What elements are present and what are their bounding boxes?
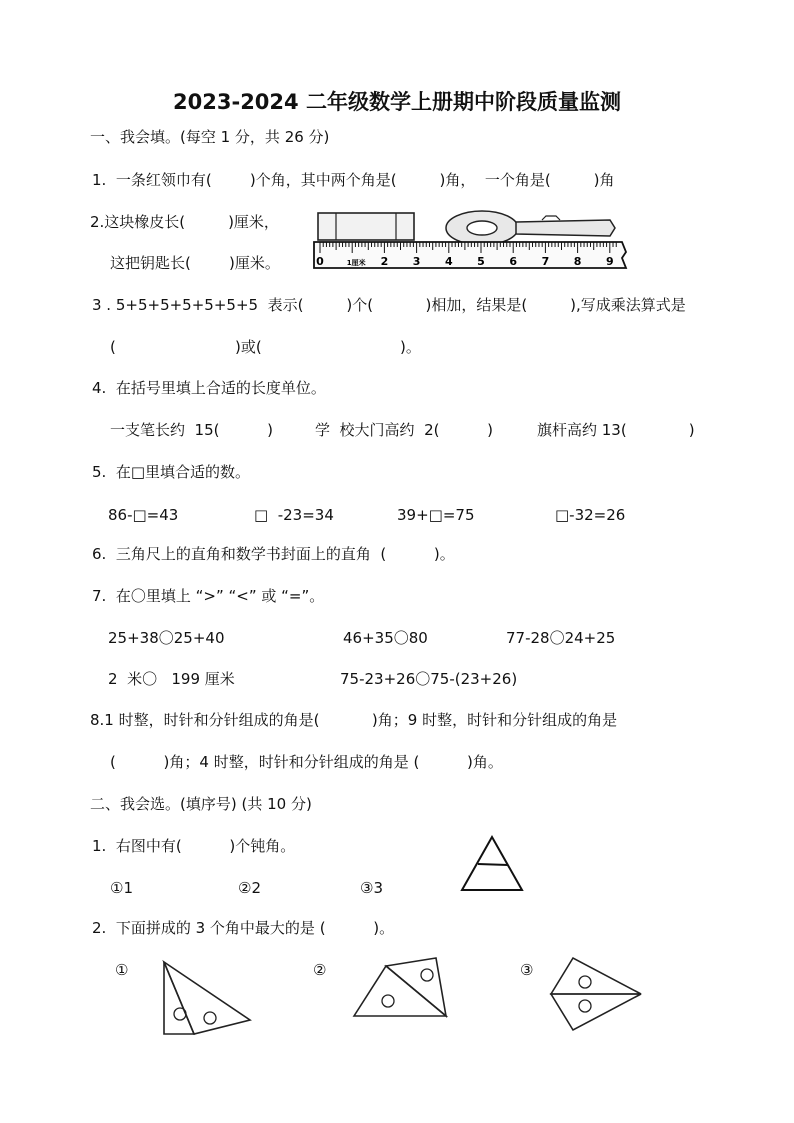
question-1-7-row1-c: 77-28〇24+25 bbox=[506, 629, 616, 647]
ruler-tick-label: 7 bbox=[541, 255, 550, 268]
question-1-5-item-d: □-32=26 bbox=[555, 506, 626, 524]
question-2-1-option-3: ③3 bbox=[360, 879, 383, 897]
angle-figure-1 bbox=[158, 958, 258, 1038]
ruler-tick-label: 6 bbox=[509, 255, 518, 268]
ruler-tick-label: 8 bbox=[573, 255, 582, 268]
question-1-5-item-a: 86-□=43 bbox=[108, 506, 179, 524]
angle-figure-2 bbox=[350, 956, 455, 1022]
question-1-5-item-c: 39+□=75 bbox=[397, 506, 475, 524]
ruler-tick-label: 3 bbox=[412, 255, 421, 268]
question-1-7-row2-a: 2 米〇 199 厘米 bbox=[108, 670, 235, 688]
question-1-4-item-pen: 一支笔长约 15( ) bbox=[110, 421, 274, 439]
angle-figure-3 bbox=[547, 956, 647, 1034]
question-1-5: 5. 在□里填合适的数。 bbox=[92, 463, 251, 481]
question-1-4-item-gate: 学 校大门高约 2( ) bbox=[315, 421, 494, 439]
question-2-2-label-1: ① bbox=[115, 961, 129, 979]
question-2-1-option-2: ②2 bbox=[238, 879, 261, 897]
section-2-heading: 二、我会选。(填序号) (共 10 分) bbox=[90, 795, 312, 813]
ruler-tick-label: 1厘米 bbox=[346, 259, 366, 267]
question-1-7-row2-b: 75-23+26〇75-(23+26) bbox=[340, 670, 518, 688]
question-1-7-row1-a: 25+38〇25+40 bbox=[108, 629, 225, 647]
question-1-4-item-flagpole: 旗杆高约 13( ) bbox=[537, 421, 695, 439]
page-title: 2023-2024 二年级数学上册期中阶段质量监测 bbox=[173, 90, 621, 114]
section-1-heading: 一、我会填。(每空 1 分，共 26 分) bbox=[90, 128, 330, 146]
question-1-7: 7. 在〇里填上 “>” “<” 或 “=”。 bbox=[92, 587, 325, 605]
question-1-3-line2: ( )或( )。 bbox=[110, 338, 421, 356]
question-1-5-item-b: □ -23=34 bbox=[254, 506, 334, 524]
ruler-eraser-key-illustration bbox=[310, 206, 630, 274]
question-1-3-line1: 3 . 5+5+5+5+5+5+5 表示( )个( )相加，结果是( ),写成乘法算式是 bbox=[92, 296, 686, 314]
question-1-8-line1: 8.1 时整，时针和分针组成的角是( )角；9 时整，时针和分针组成的角是 bbox=[90, 711, 618, 729]
eraser bbox=[318, 213, 414, 240]
question-1-6: 6. 三角尺上的直角和数学书封面上的直角 ( )。 bbox=[92, 545, 455, 563]
question-1-1: 1. 一条红领巾有( )个角，其中两个角是( )角， 一个角是( )角 bbox=[92, 171, 615, 189]
question-1-2-line2: 这把钥匙长( )厘米。 bbox=[110, 254, 280, 272]
ruler-tick-label: 9 bbox=[605, 255, 614, 268]
question-1-7-row1-b: 46+35〇80 bbox=[343, 629, 428, 647]
ruler-tick-label: 0 bbox=[316, 255, 324, 268]
question-2-1: 1. 右图中有( )个钝角。 bbox=[92, 837, 296, 855]
question-2-2: 2. 下面拼成的 3 个角中最大的是 ( )。 bbox=[92, 919, 395, 937]
ruler-tick-label: 4 bbox=[444, 255, 453, 268]
question-1-4: 4. 在括号里填上合适的长度单位。 bbox=[92, 379, 326, 397]
question-2-1-option-1: ①1 bbox=[110, 879, 133, 897]
question-2-2-label-3: ③ bbox=[520, 961, 534, 979]
ruler-tick-label: 2 bbox=[380, 255, 389, 268]
ruler-tick-label: 5 bbox=[477, 255, 485, 268]
question-1-2-line1: 2.这块橡皮长( )厘米， bbox=[90, 213, 279, 231]
triangle-figure bbox=[458, 834, 528, 894]
question-1-8-line2: ( )角；4 时整，时针和分针组成的角是 ( )角。 bbox=[110, 753, 503, 771]
question-2-2-label-2: ② bbox=[313, 961, 327, 979]
